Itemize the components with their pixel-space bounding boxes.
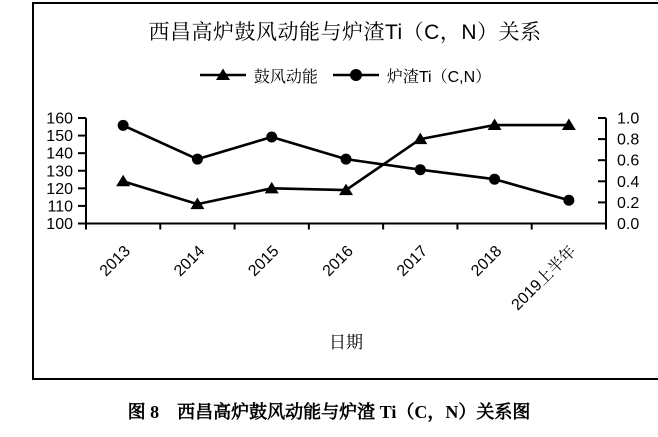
- x-tick-label: 2018: [468, 242, 506, 280]
- data-point-circle: [415, 164, 426, 175]
- data-point-circle: [341, 154, 352, 165]
- chart-title: 西昌高炉鼓风动能与炉渣Ti（C，N）关系: [148, 21, 542, 44]
- left-axis-tick-label: 140: [46, 145, 73, 163]
- data-point-circle: [266, 131, 277, 142]
- x-axis-title: 日期: [329, 333, 363, 352]
- x-tick-label: 2017: [393, 242, 432, 280]
- left-axis-tick-label: 150: [46, 128, 73, 146]
- x-tick-label: 2016: [319, 242, 357, 280]
- legend-label-slag-ticn: 炉渣Ti（C,N）: [386, 68, 492, 86]
- figure-caption: 图 8 西昌高炉鼓风动能与炉渣 Ti（C，N）关系图: [127, 402, 531, 422]
- x-tick-label: 2014: [171, 242, 209, 280]
- data-point-circle: [563, 195, 574, 206]
- left-axis-tick-label: 100: [46, 216, 73, 233]
- left-axis-tick-label: 160: [46, 110, 73, 128]
- legend-label-blast-kinetic-energy: 鼓风动能: [253, 68, 318, 86]
- right-axis-tick-label: 1.0: [617, 110, 640, 128]
- left-axis-tick-label: 130: [46, 163, 73, 181]
- left-axis-tick-label: 120: [46, 180, 73, 198]
- x-tick-label: 2013: [96, 242, 134, 280]
- right-axis-tick-label: 0.4: [617, 173, 640, 191]
- right-axis-tick-label: 0.2: [617, 194, 640, 212]
- data-point-circle: [118, 120, 129, 131]
- x-tick-label: 2019上半年: [508, 242, 580, 314]
- x-tick-label: 2015: [245, 242, 283, 280]
- data-point-triangle: [116, 175, 130, 187]
- left-axis-tick-label: 110: [47, 198, 73, 216]
- data-point-circle: [489, 174, 500, 185]
- right-axis-tick-label: 0.6: [617, 152, 640, 170]
- right-axis-tick-label: 0.0: [617, 216, 640, 233]
- right-axis-tick-label: 0.8: [617, 131, 640, 149]
- data-point-circle: [192, 154, 203, 165]
